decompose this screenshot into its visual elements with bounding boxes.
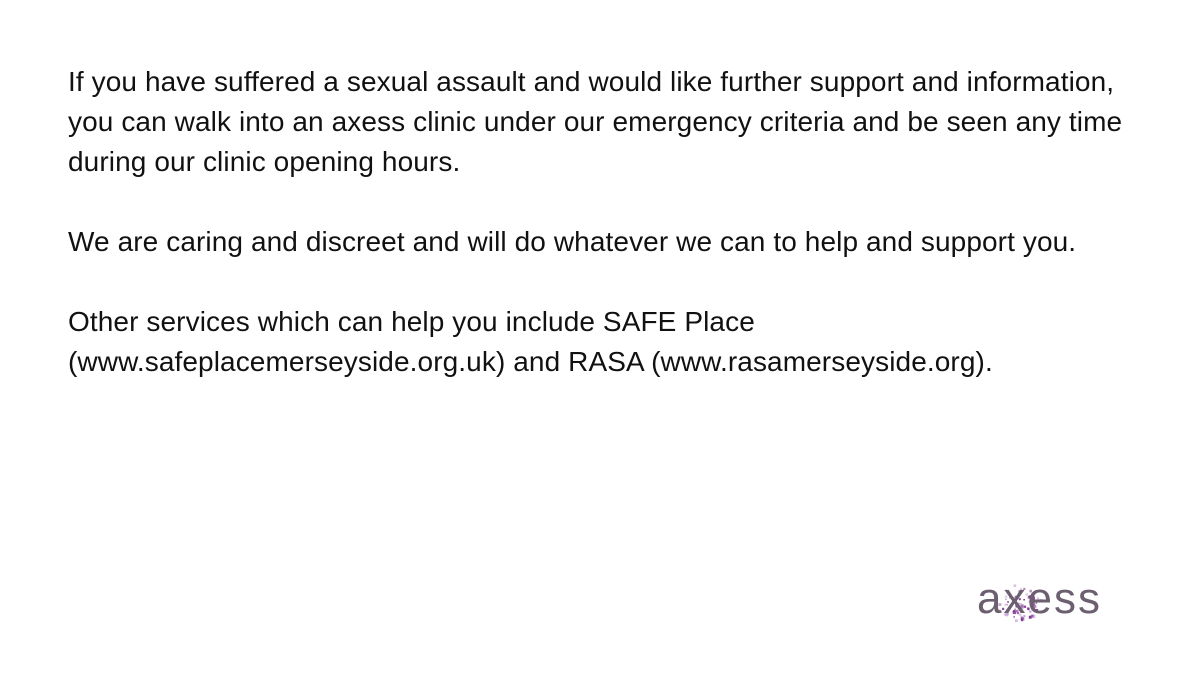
paragraph-intro: If you have suffered a sexual assault and would like further support and information, you can walk into an axess clinic under our emergency criteria and be seen any time during our clinic opening hours. [68, 66, 1123, 177]
logo-wordmark: axess [977, 575, 1102, 623]
paragraph-other-services: Other services which can help you include SAFE Place (www.safeplacemerseyside.org.uk) and RASA (www.rasamerseyside.org). [68, 306, 993, 377]
paragraph-care: We are caring and discreet and will do whatever we can to help and support you. [68, 226, 1077, 257]
body-text [68, 62, 1158, 382]
axess-logo [975, 575, 1137, 627]
